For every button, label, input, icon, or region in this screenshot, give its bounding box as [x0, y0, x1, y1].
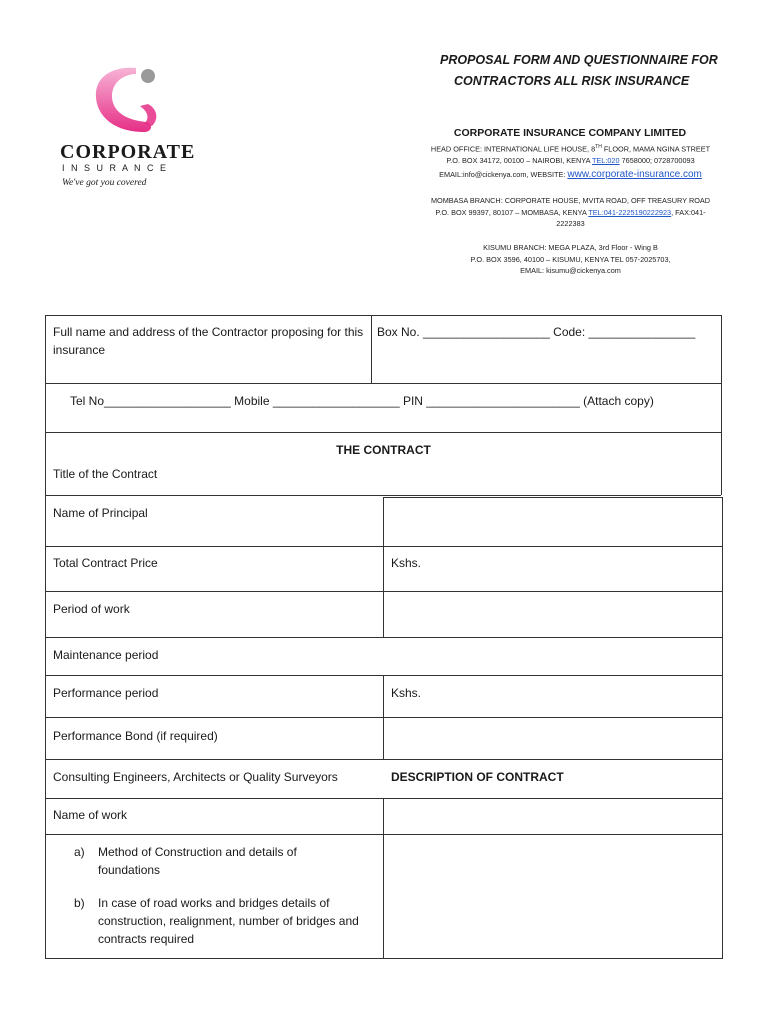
tel-mobile-pin-row[interactable]: Tel No___________________ Mobile ___________________ PIN _______________________ (Attach copy) [70, 394, 654, 408]
contractor-name-address-field[interactable]: Full name and address of the Contractor proposing for this insurance [53, 325, 364, 357]
mombasa-branch-address: MOMBASA BRANCH: CORPORATE HOUSE, MVITA ROAD, OFF TREASURY ROAD P.O. BOX 99397, 80107 – MOMBASA, KENYA TEL:041-2225190222923, FAX:041- 2222383 [430, 196, 711, 228]
table-border [45, 637, 722, 638]
performance-bond-input[interactable] [384, 718, 721, 758]
table-border [45, 432, 721, 433]
performance-bond-label: Performance Bond (if required) [53, 729, 218, 743]
performance-period-input[interactable]: Kshs. [391, 686, 422, 700]
name-of-principal-label: Name of Principal [53, 506, 148, 520]
logo-tagline: We've got you covered [62, 178, 147, 188]
logo-sub: I N S U R A N C E [62, 163, 169, 173]
contract-heading: THE CONTRACT [336, 443, 431, 457]
email-website-line: EMAIL:info@cickenya.com, WEBSITE: www.corporate-insurance.com [439, 169, 702, 180]
form-title [440, 50, 750, 92]
head-office-tel-link[interactable]: TEL:020 [591, 155, 620, 165]
total-contract-price-input[interactable]: Kshs. [391, 556, 422, 570]
maintenance-period-label: Maintenance period [53, 648, 159, 662]
name-of-work-label: Name of work [53, 808, 128, 822]
table-border [45, 759, 722, 760]
table-border [45, 383, 721, 384]
logo-word: CORPORATE [60, 141, 196, 163]
table-border [722, 497, 723, 959]
total-contract-price-label: Total Contract Price [53, 556, 158, 570]
performance-period-label: Performance period [53, 686, 159, 700]
name-of-work-input[interactable] [384, 799, 721, 833]
company-name: CORPORATE INSURANCE COMPANY LIMITED [453, 127, 687, 139]
website-link[interactable]: www.corporate-insurance.com [567, 169, 702, 180]
box-code-field[interactable]: Box No. ___________________ Code: ________________ [377, 325, 696, 339]
item-b-marker: b) [74, 896, 85, 910]
table-border [45, 315, 46, 959]
table-border [371, 315, 372, 383]
description-of-contract-heading: DESCRIPTION OF CONTRACT [391, 770, 564, 784]
consulting-engineers-label: Consulting Engineers, Architects or Quality Surveyors [53, 770, 338, 784]
road-works-bridges-label: In case of road works and bridges details of construction, realignment, number of bridges and contracts required [98, 896, 359, 946]
period-of-work-label: Period of work [53, 602, 130, 616]
name-of-principal-input[interactable] [384, 498, 721, 545]
table-border [45, 495, 721, 496]
form-title-line1: PROPOSAL FORM AND QUESTIONNAIRE FOR [440, 53, 718, 67]
period-of-work-input[interactable] [384, 592, 721, 636]
construction-details-input[interactable] [384, 835, 721, 957]
logo-emblem-icon [58, 66, 198, 191]
kisumu-branch-address: KISUMU BRANCH: MEGA PLAZA, 3rd Floor - Wing B P.O. BOX 3596, 40100 – KISUMU, KENYA TEL 057-2025703, EMAIL: kisumu@cickenya.com [470, 243, 671, 275]
item-a-marker: a) [74, 845, 85, 859]
mombasa-tel-link[interactable]: TEL:041-2225190222923 [588, 207, 672, 217]
title-of-contract-label: Title of the Contract [53, 467, 158, 481]
form-title-line2: CONTRACTORS ALL RISK INSURANCE [454, 74, 690, 88]
company-logo [58, 66, 198, 191]
table-border [721, 315, 722, 495]
method-of-construction-label: Method of Construction and details of foundations [98, 845, 297, 877]
table-border [45, 315, 721, 316]
head-office-address: HEAD OFFICE: INTERNATIONAL LIFE HOUSE, 8TH FLOOR, MAMA NGINA STREET P.O. BOX 34172, 00100 – NAIROBI, KENYA TEL:020 7658000; 0728700093 [430, 144, 711, 165]
